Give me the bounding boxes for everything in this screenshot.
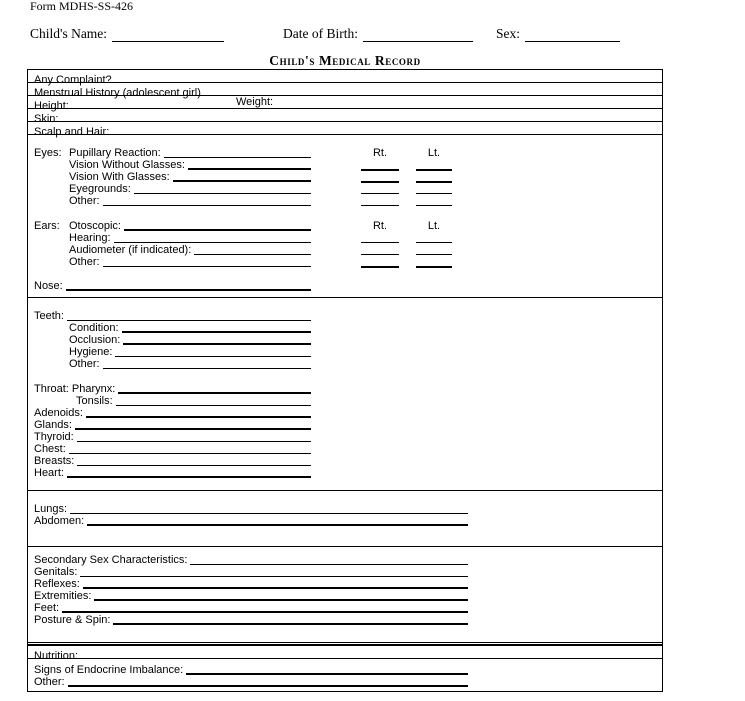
endocrine-row-other [34,676,662,688]
field-label: Reflexes: [34,578,80,590]
field-label: Otoscopic: [69,220,121,232]
field-label: Feet: [34,602,60,614]
teeth-row-occlusion [34,334,662,346]
blank-endocrine-signs-of-endocrine-imbalance[interactable] [186,664,468,675]
blank-feet[interactable] [62,602,468,613]
row-label: Height: [34,100,69,112]
form-number-label: Form MDHS-SS-426 [30,0,134,13]
eyes-row-eyegrounds [34,183,662,195]
blank-teeth-teeth[interactable] [67,310,311,321]
teeth-row-teeth [34,310,662,322]
col-header-rt: Rt. [372,220,388,232]
child-name-field [30,26,224,42]
row-nutrition [28,644,662,662]
field-label: Secondary Sex Characteristics: [34,554,188,566]
blank-teeth-condition[interactable] [122,322,311,333]
blank-abdomen[interactable] [87,515,468,526]
teeth-throat-section [28,298,662,491]
date-of-birth-label: Date of Birth: [283,26,358,41]
row-label: Menstrual History (adolescent girl) [34,87,201,99]
row-reflexes [34,578,662,590]
blank-eyes-pupillary-reaction[interactable] [164,147,311,158]
blank-teeth-hygiene[interactable] [115,346,311,357]
blank-eyes-vision-without-glasses-lt[interactable] [416,159,452,171]
eyes-row-vision-without-glasses [34,159,662,171]
blank-reflexes[interactable] [83,578,468,589]
row-label: Scalp and Hair: [34,126,110,138]
blank-ears-other[interactable] [103,256,311,267]
field-label: Eyegrounds: [69,183,131,195]
blank-thyroid[interactable] [77,431,311,442]
row-throat-pharynx [34,383,662,395]
field-label: Other: [69,195,100,207]
blank-eyes-vision-with-glasses[interactable] [173,171,311,182]
field-label: Heart: [34,467,64,479]
blank-genitals[interactable] [80,566,468,577]
eyes-row-other [34,195,662,207]
blank-eyes-eyegrounds[interactable] [134,183,311,194]
date-of-birth-field [283,26,473,42]
blank-ears-audiometer-if-indicated-rt[interactable] [361,244,399,255]
field-label: Teeth: [34,310,64,322]
field-label: Other: [69,256,100,268]
blank-breasts[interactable] [77,455,311,466]
blank-teeth-occlusion[interactable] [123,334,311,345]
blank-eyes-vision-with-glasses-rt[interactable] [361,171,399,183]
row-breasts [34,455,662,467]
blank-eyes-other[interactable] [103,195,311,206]
field-label: Condition: [69,322,119,334]
blank-lungs[interactable] [70,503,468,514]
sex-input[interactable] [525,27,620,42]
blank-eyes-vision-without-glasses[interactable] [188,159,311,170]
row-lungs [34,503,662,515]
row-label-weight: Weight: [236,96,274,108]
field-label: Throat: Pharynx: [34,383,116,395]
blank-ears-hearing-lt[interactable] [416,232,452,243]
row-tonsils [34,395,662,407]
field-label: Abdomen: [34,515,85,527]
ears-row-hearing [34,232,662,244]
eyes-section-label: Eyes: [34,147,62,159]
medical-record-form [27,69,663,692]
lungs-abdomen-section [28,491,662,547]
field-label: Posture & Spin: [34,614,111,626]
sex-field [496,26,620,42]
teeth-row-other [34,358,662,370]
row-adenoids [34,407,662,419]
field-label: Breasts: [34,455,75,467]
row-heart [34,467,662,479]
blank-endocrine-other[interactable] [68,676,468,687]
blank-eyes-eyegrounds-rt[interactable] [361,183,399,194]
field-label: Lungs: [34,503,68,515]
row-thyroid [34,431,662,443]
row-any-complaint [28,70,662,86]
field-label: Glands: [34,419,72,431]
nutrition-label: Nutrition: [34,650,79,662]
blank-ears-other-rt[interactable] [361,256,399,268]
row-label: Any Complaint? [34,74,112,86]
secondary-characteristics-section [28,547,662,643]
row-glands [34,419,662,431]
child-name-input[interactable] [112,27,224,42]
teeth-row-hygiene [34,346,662,358]
blank-ears-otoscopic[interactable] [124,220,311,231]
field-label: Signs of Endocrine Imbalance: [34,664,184,676]
blank-chest[interactable] [69,443,311,454]
row-menstrual-history-adolescent-girl [28,83,662,99]
endocrine-row-signs-of-endocrine-imbalance [34,664,662,676]
row-label: Skin: [34,113,59,125]
field-label: Genitals: [34,566,78,578]
row-posture-spin [34,614,662,626]
sex-label: Sex: [496,26,521,41]
endocrine-section [28,659,662,691]
row-feet [34,602,662,614]
blank-nose[interactable] [66,280,311,291]
blank-eyes-other-rt[interactable] [361,195,399,206]
blank-posture-spin[interactable] [113,614,468,625]
blank-heart[interactable] [67,467,311,478]
field-label: Other: [69,358,100,370]
field-label: Vision With Glasses: [69,171,170,183]
col-header-rt: Rt. [372,147,388,159]
row-skin [28,109,662,125]
field-label: Hygiene: [69,346,113,358]
row-scalp-and-hair [28,122,662,138]
field-label: Vision Without Glasses: [69,159,185,171]
blank-secondary-sex-characteristics[interactable] [190,554,468,565]
page-title: Child's Medical Record [269,53,421,68]
blank-teeth-other[interactable] [103,358,311,369]
eyes-row-vision-with-glasses [34,171,662,183]
blank-eyes-vision-with-glasses-lt[interactable] [416,171,452,183]
blank-ears-audiometer-if-indicated[interactable] [194,244,311,255]
blank-eyes-vision-without-glasses-rt[interactable] [361,159,399,171]
row-extremities [34,590,662,602]
field-label: Adenoids: [34,407,83,419]
general-rows-section [28,70,662,138]
field-label: Tonsils: [76,395,113,407]
blank-ears-audiometer-if-indicated-lt[interactable] [416,244,452,255]
ears-section-label: Ears: [34,220,60,232]
field-label: Nose: [34,280,63,292]
blank-ears-hearing-rt[interactable] [361,232,399,243]
ears-row-otoscopic [34,220,662,232]
row-nose [34,280,662,292]
teeth-row-condition [34,322,662,334]
date-of-birth-input[interactable] [363,27,473,42]
ears-row-audiometer-if-indicated [34,244,662,256]
field-label: Chest: [34,443,66,455]
field-label: Other: [34,676,65,688]
row-genitals [34,566,662,578]
blank-adenoids[interactable] [86,407,311,418]
blank-eyes-eyegrounds-lt[interactable] [416,183,452,194]
blank-tonsils[interactable] [116,395,311,406]
eyes-row-pupillary-reaction [34,147,662,159]
ears-row-other [34,256,662,268]
row-abdomen [34,515,662,527]
blank-glands[interactable] [75,419,311,430]
blank-throat-pharynx[interactable] [118,383,311,394]
col-header-lt: Lt. [427,147,441,159]
row-chest [34,443,662,455]
field-label: Extremities: [34,590,92,602]
row-secondary-sex-characteristics [34,554,662,566]
field-label: Thyroid: [34,431,74,443]
row-height [28,96,662,112]
field-label: Audiometer (if indicated): [69,244,192,256]
field-label: Hearing: [69,232,111,244]
blank-eyes-other-lt[interactable] [416,195,452,206]
blank-ears-other-lt[interactable] [416,256,452,268]
col-header-lt: Lt. [427,220,441,232]
field-label: Pupillary Reaction: [69,147,161,159]
blank-ears-hearing[interactable] [114,232,311,243]
child-name-label: Child's Name: [30,26,108,41]
eyes-ears-nose-section [28,135,662,298]
blank-extremities[interactable] [94,590,468,601]
field-label: Occlusion: [69,334,121,346]
